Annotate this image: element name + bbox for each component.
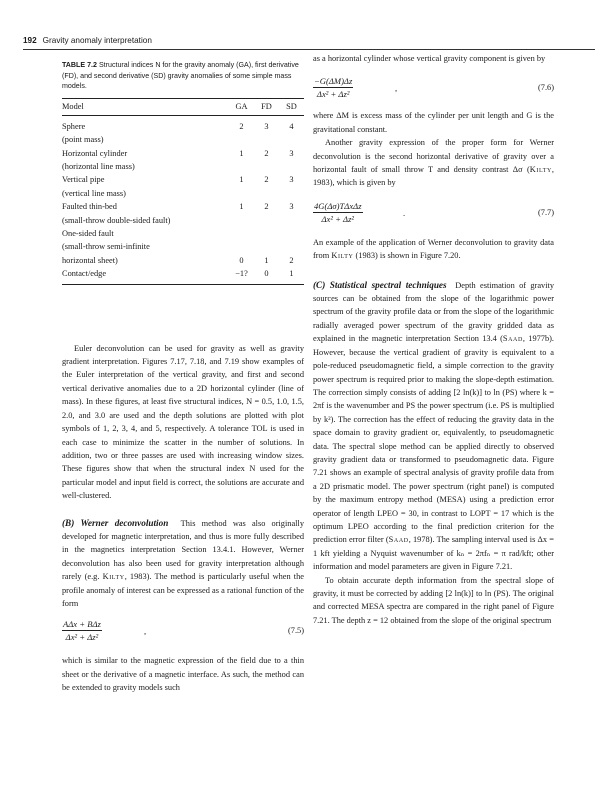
after-eq75-paragraph: which is similar to the magnetic expression of the field due to a thin sheet or the derivative of a magnetic interface. As such, the method can be extended to gravity models such [62, 656, 304, 693]
col-header-model: Model [62, 102, 84, 112]
equation-fraction [313, 75, 353, 100]
equation-denominator: Δx² + Δz² [321, 213, 355, 224]
equation-number: (7.5) [288, 626, 304, 636]
equation-7-5 [62, 618, 304, 644]
cell-model: Horizontal cylinder [62, 148, 128, 158]
spectral-paragraph [313, 279, 554, 574]
cell-fd: 2 [264, 175, 269, 185]
running-header [23, 34, 595, 48]
col-header-sd: SD [286, 102, 297, 112]
cell-sd [279, 133, 304, 146]
spectral-heading: (C) Statistical spectral techniques [313, 279, 447, 290]
cell-fd: 1 [264, 255, 269, 265]
cell-fd: 2 [264, 148, 269, 158]
cell-fd [254, 187, 279, 200]
equation-7-7 [313, 200, 554, 226]
cell-sd [279, 160, 304, 173]
table-row [62, 227, 304, 240]
cell-fd [254, 160, 279, 173]
table-row [62, 200, 304, 213]
cell-model: (small-throw double-sided fault) [62, 215, 171, 225]
equation-comma: , [395, 83, 398, 94]
cell-sd [279, 187, 304, 200]
equation-numerator: 4G(Δσ)TΔxΔz [314, 200, 362, 211]
equation-fraction [313, 200, 363, 225]
werner-paragraph [62, 517, 304, 611]
table-row [62, 173, 304, 186]
cell-ga [229, 214, 254, 227]
another-paragraph [313, 136, 554, 190]
col-header-ga: GA [235, 102, 248, 112]
obtain-paragraph: To obtain accurate depth information from the spectral slope of gravity, it must be corrected by adding [2 ln(k)] to ln (PS). The original and corrected MESA spectra are compared in the right panel of Figure 7.21. The depth z = 12 obtained from the slope of the original spectrum [313, 575, 554, 625]
table-row [62, 160, 304, 173]
table-row [62, 214, 304, 227]
table-header-row [62, 98, 304, 115]
cell-fd [254, 133, 279, 146]
cell-model: (small-throw semi-infinite [62, 242, 150, 252]
cell-sd: 3 [289, 175, 294, 185]
another-text-1: Another gravity expression of the proper form for Werner deconvolution is the second horizontal derivative of gravity over a horizontal fault of small throw T and density contrast Δσ ( [313, 138, 554, 175]
cell-model: Faulted thin-bed [62, 202, 117, 212]
spectral-text-1: Depth estimation of gravity sources can be obtained from the slope of the logarithmic power spectrum of the gravity profile data or from the slope of the logarithmic radially averaged power spectrum of the gravity gridded data as explained in the magnetic interpretation Section 13.4 ( [313, 280, 555, 344]
left-column [62, 60, 304, 695]
cell-model: (horizontal line mass) [62, 162, 135, 171]
werner-heading: (B) Werner deconvolution [62, 517, 169, 528]
where-paragraph: where ΔM is excess mass of the cylinder per unit length and G is the gravitational constant. [313, 111, 554, 134]
spectral-text-3: , 1978). The sampling interval used is Δx = 1 kft yielding a Nyquist wavenumber of kₙ = 2πfₙ = π rad/kft; other information and model parameters are given in Figure 7.21. [313, 535, 554, 572]
cell-ga: 1 [239, 148, 244, 158]
cell-sd: 2 [289, 255, 294, 265]
right-column [313, 52, 554, 627]
cell-ga [229, 187, 254, 200]
cell-ga [229, 160, 254, 173]
cell-fd: 3 [264, 121, 269, 131]
cell-model: Contact/edge [62, 269, 107, 279]
cell-sd: 3 [289, 202, 294, 212]
cell-model: Sphere [62, 121, 86, 131]
table-caption-text: Structural indices N for the gravity anomaly (GA), first derivative (FD), and second derivative (SD) gravity anomalies of some simple mass models. [62, 61, 299, 91]
citation-saad: Saad [388, 535, 409, 545]
example-paragraph [313, 236, 554, 263]
another-text-2: , 1983), which is given by [313, 165, 554, 188]
header-rule [23, 49, 595, 50]
equation-denominator: Δx² + Δz² [316, 89, 350, 100]
spectral-text-2: , 1977b). However, because the vertical gradient of gravity is equivalent to a pole-reduced pseudomagnetic field, a simple correction to the gravity power spectrum is required prior to making the slope-depth estimation. The correction simply consists of adding [2 ln(k)] to ln (PS) where k = 2πf is the wavenumber and PS the power spectrum (i.e. PS is multiplied by k²). The correction has the effect of reducing the gravity data in the space domain to gravity gradient or, equivalently, to pseudomagnetic data. The spectral slope method can be applied directly to observed gravity gradient data or transformed to pseudomagnetic data. Figure 7.21 shows an example of spectral analysis of gravity profile data from a 2D prismatic model. The power spectrum (right panel) is computed by the maximum entropy method (MESA) using a prediction error operator of length LPEO = 30, in contrast to LOPT = 17 which is the optimum LPEO according to the final prediction criterion for the prediction error filter ( [313, 334, 554, 545]
citation-saad: Saad [502, 334, 523, 344]
euler-paragraph: Euler deconvolution can be used for gravity as well as gravity gradient interpretation. Figures 7.17, 7.18, and 7.19 show examples of the Euler interpretation of the vertical gravity, and first and second vertical derivative anomalies due to a 2D horizontal cylinder (line of mass). In these figures, at least five structural indices, N = 0.5, 1.0, 1.5, 2.0, and 3.0 are used and the depth solutions are plotted with plot symbols of 1, 2, 3, 4, and 5, respectively. A tolerance TOL is used in each case to minimize the scatter in the number of solutions. In addition, two or three passes are used with increasing window sizes. These figures show that when the structural index N used for the particular model and input field is correct, the solutions are accurate and well-clustered. [62, 343, 304, 501]
example-text-2: (1983) is shown in Figure 7.20. [353, 251, 461, 261]
example-text-1: An example of the application of Werner deconvolution to gravity data from [313, 237, 554, 261]
werner-text-2: , 1983). The method is particularly useful when the profile anomaly of interest can be expressed as a rational function of the form [62, 572, 304, 608]
cell-sd: 4 [289, 121, 294, 131]
citation-kilty: Kilty [331, 251, 354, 261]
table-row [62, 240, 304, 253]
cell-ga: 1 [239, 175, 244, 185]
table-row [62, 147, 304, 160]
cell-sd [279, 214, 304, 227]
cylinder-intro: as a horizontal cylinder whose vertical gravity component is given by [313, 54, 546, 63]
running-title: Gravity anomaly interpretation [42, 36, 152, 45]
citation-kilty: Kilty [102, 572, 125, 582]
cell-sd [279, 227, 304, 240]
cell-model: (vertical line mass) [62, 188, 126, 198]
equation-7-6 [313, 75, 554, 101]
cell-fd [254, 240, 279, 253]
cell-fd [254, 214, 279, 227]
cell-model: Vertical pipe [62, 175, 105, 185]
table-label: TABLE 7.2 [62, 61, 97, 69]
cell-fd: 0 [264, 269, 269, 279]
equation-fraction [62, 618, 102, 643]
table-row [62, 187, 304, 200]
cell-ga [229, 227, 254, 240]
equation-comma: , [144, 626, 147, 637]
cell-fd [254, 227, 279, 240]
equation-numerator: −G(ΔM)Δz [314, 76, 353, 87]
cell-model: horizontal sheet) [62, 255, 118, 265]
cell-ga: 2 [239, 121, 244, 131]
table-row [62, 254, 304, 267]
equation-comma: . [403, 207, 406, 218]
col-header-fd: FD [261, 102, 272, 112]
equation-numerator: AΔx + BΔz [63, 619, 101, 630]
cell-model: One-sided fault [62, 229, 114, 239]
table-row [62, 115, 304, 133]
cell-ga: −1? [235, 269, 248, 279]
structural-index-table [62, 98, 304, 285]
page-number: 192 [23, 36, 37, 45]
cell-sd: 1 [289, 269, 294, 279]
cell-ga [229, 133, 254, 146]
werner-text-1: This method was also originally developed for magnetic interpretation, and thus is more fully described in the magnetics interpretation Section 13.4.1. However, Werner deconvolution has also been used for gravity interpretation although rarely (e.g. [62, 518, 304, 582]
equation-number: (7.6) [538, 83, 554, 93]
cell-ga [229, 240, 254, 253]
cell-sd [279, 240, 304, 253]
cell-model: (point mass) [62, 135, 104, 145]
equation-number: (7.7) [538, 207, 554, 217]
citation-kilty: Kilty [529, 165, 552, 175]
cell-ga: 0 [239, 255, 244, 265]
equation-denominator: Δx² + Δz² [65, 632, 99, 643]
cell-sd: 3 [289, 148, 294, 158]
table-caption [62, 60, 304, 92]
cell-fd: 2 [264, 202, 269, 212]
cell-ga: 1 [239, 202, 244, 212]
table-row [62, 267, 304, 284]
table-row [62, 133, 304, 146]
